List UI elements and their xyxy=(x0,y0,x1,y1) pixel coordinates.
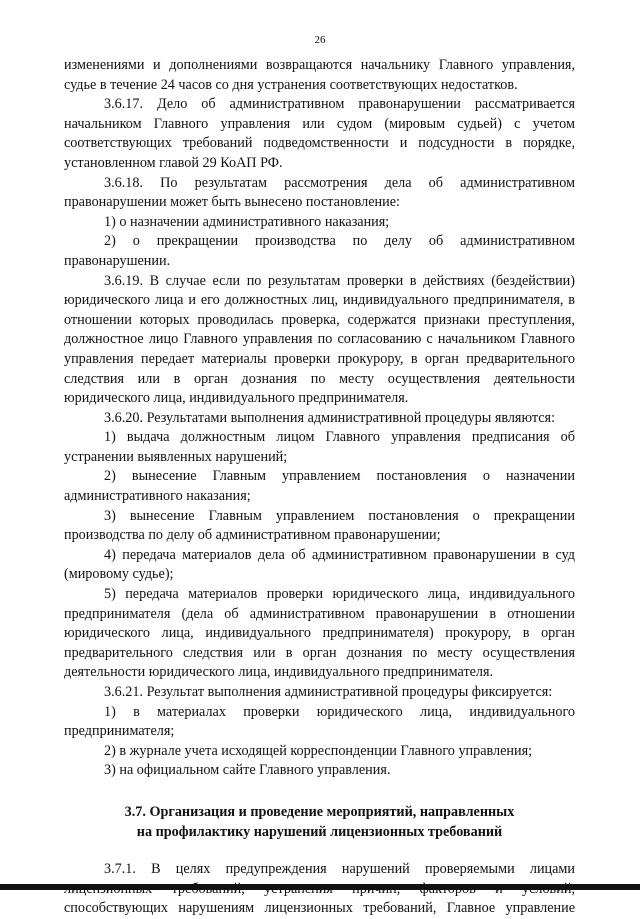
section-heading xyxy=(64,803,575,842)
paragraph: 3.6.18. По результатам рассмотрения дела об административном правонарушении может быть вынесено постановление: xyxy=(64,174,575,211)
paragraph: 3.6.21. Результат выполнения административной процедуры фиксируется: xyxy=(104,684,553,700)
list-item: 3) вынесение Главным управлением постановления о прекращении производства по делу об административном правонарушении; xyxy=(64,507,575,544)
page-number: 26 xyxy=(314,34,326,46)
list-item: 2) вынесение Главным управлением постановления о назначении административного наказания; xyxy=(64,468,575,505)
list-item: 2) в журнале учета исходящей корреспонденции Главного управления; xyxy=(104,742,533,759)
paragraph: 3.7.1. В целях предупреждения нарушений проверяемыми лицами способствующих нарушениям лицензионных требований, Главное управление xyxy=(64,861,575,917)
list-item: 1) о назначении административного наказания; xyxy=(104,213,390,230)
paragraph: 3.6.19. В случае если по результатам проверки в действиях (бездействии) юридического лица и его должностных лиц, индивидуального предпринимателя, в отношении которых проводилась проверка, содержатся признаки преступления, должностное лицо Главного управления по согласованию с начальником Главного управления передает материалы проверки прокурору, в орган предварительного следствия или в орган дознания по месту осуществления деятельности юридического лица, индивидуального предпринимателя. xyxy=(64,272,575,407)
list-item: 1) в материалах проверки юридического лица, индивидуального предпринимателя; xyxy=(64,703,575,740)
paragraph: 3.6.17. Дело об административном правонарушении рассматривается начальником Главного управления или судом (мировым судьей) с учетом соответствующих требований подведомственности и подсудности в порядке, установленном главой 29 КоАП РФ. xyxy=(64,96,575,171)
paragraph: 3.6.20. Результатами выполнения административной процедуры являются: xyxy=(104,409,556,426)
list-item: 2) о прекращении производства по делу об административном правонарушении. xyxy=(64,233,575,269)
section-heading-line: 3.7. Организация и проведение мероприятий, направленных xyxy=(124,803,515,820)
section-heading-line: на профилактику нарушений лицензионных требований xyxy=(136,823,503,840)
paragraph: изменениями и дополнениями возвращаются начальнику Главного управления, судье в течение 24 часов со дня устранения соответствующих недостатков. xyxy=(64,57,575,93)
list-item: 1) выдача должностным лицом Главного управления предписания об устранении выявленных нарушений; xyxy=(64,429,575,465)
list-item: 4) передача материалов дела об административном правонарушении в суд (мировому судье); xyxy=(64,546,575,583)
bottom-scan-border xyxy=(0,884,640,890)
document-body xyxy=(64,56,575,919)
list-item: 5) передача материалов проверки юридического лица, индивидуального предпринимателя (дела об административном правонарушении в отношении юридического лица, индивидуального предпринимателя) прокурору, в орган предварительного следствия или в орган дознания по месту осуществления деятельности юридического лица, индивидуального предпринимателя. xyxy=(64,586,575,681)
list-item: 3) на официальном сайте Главного управления. xyxy=(104,762,391,779)
